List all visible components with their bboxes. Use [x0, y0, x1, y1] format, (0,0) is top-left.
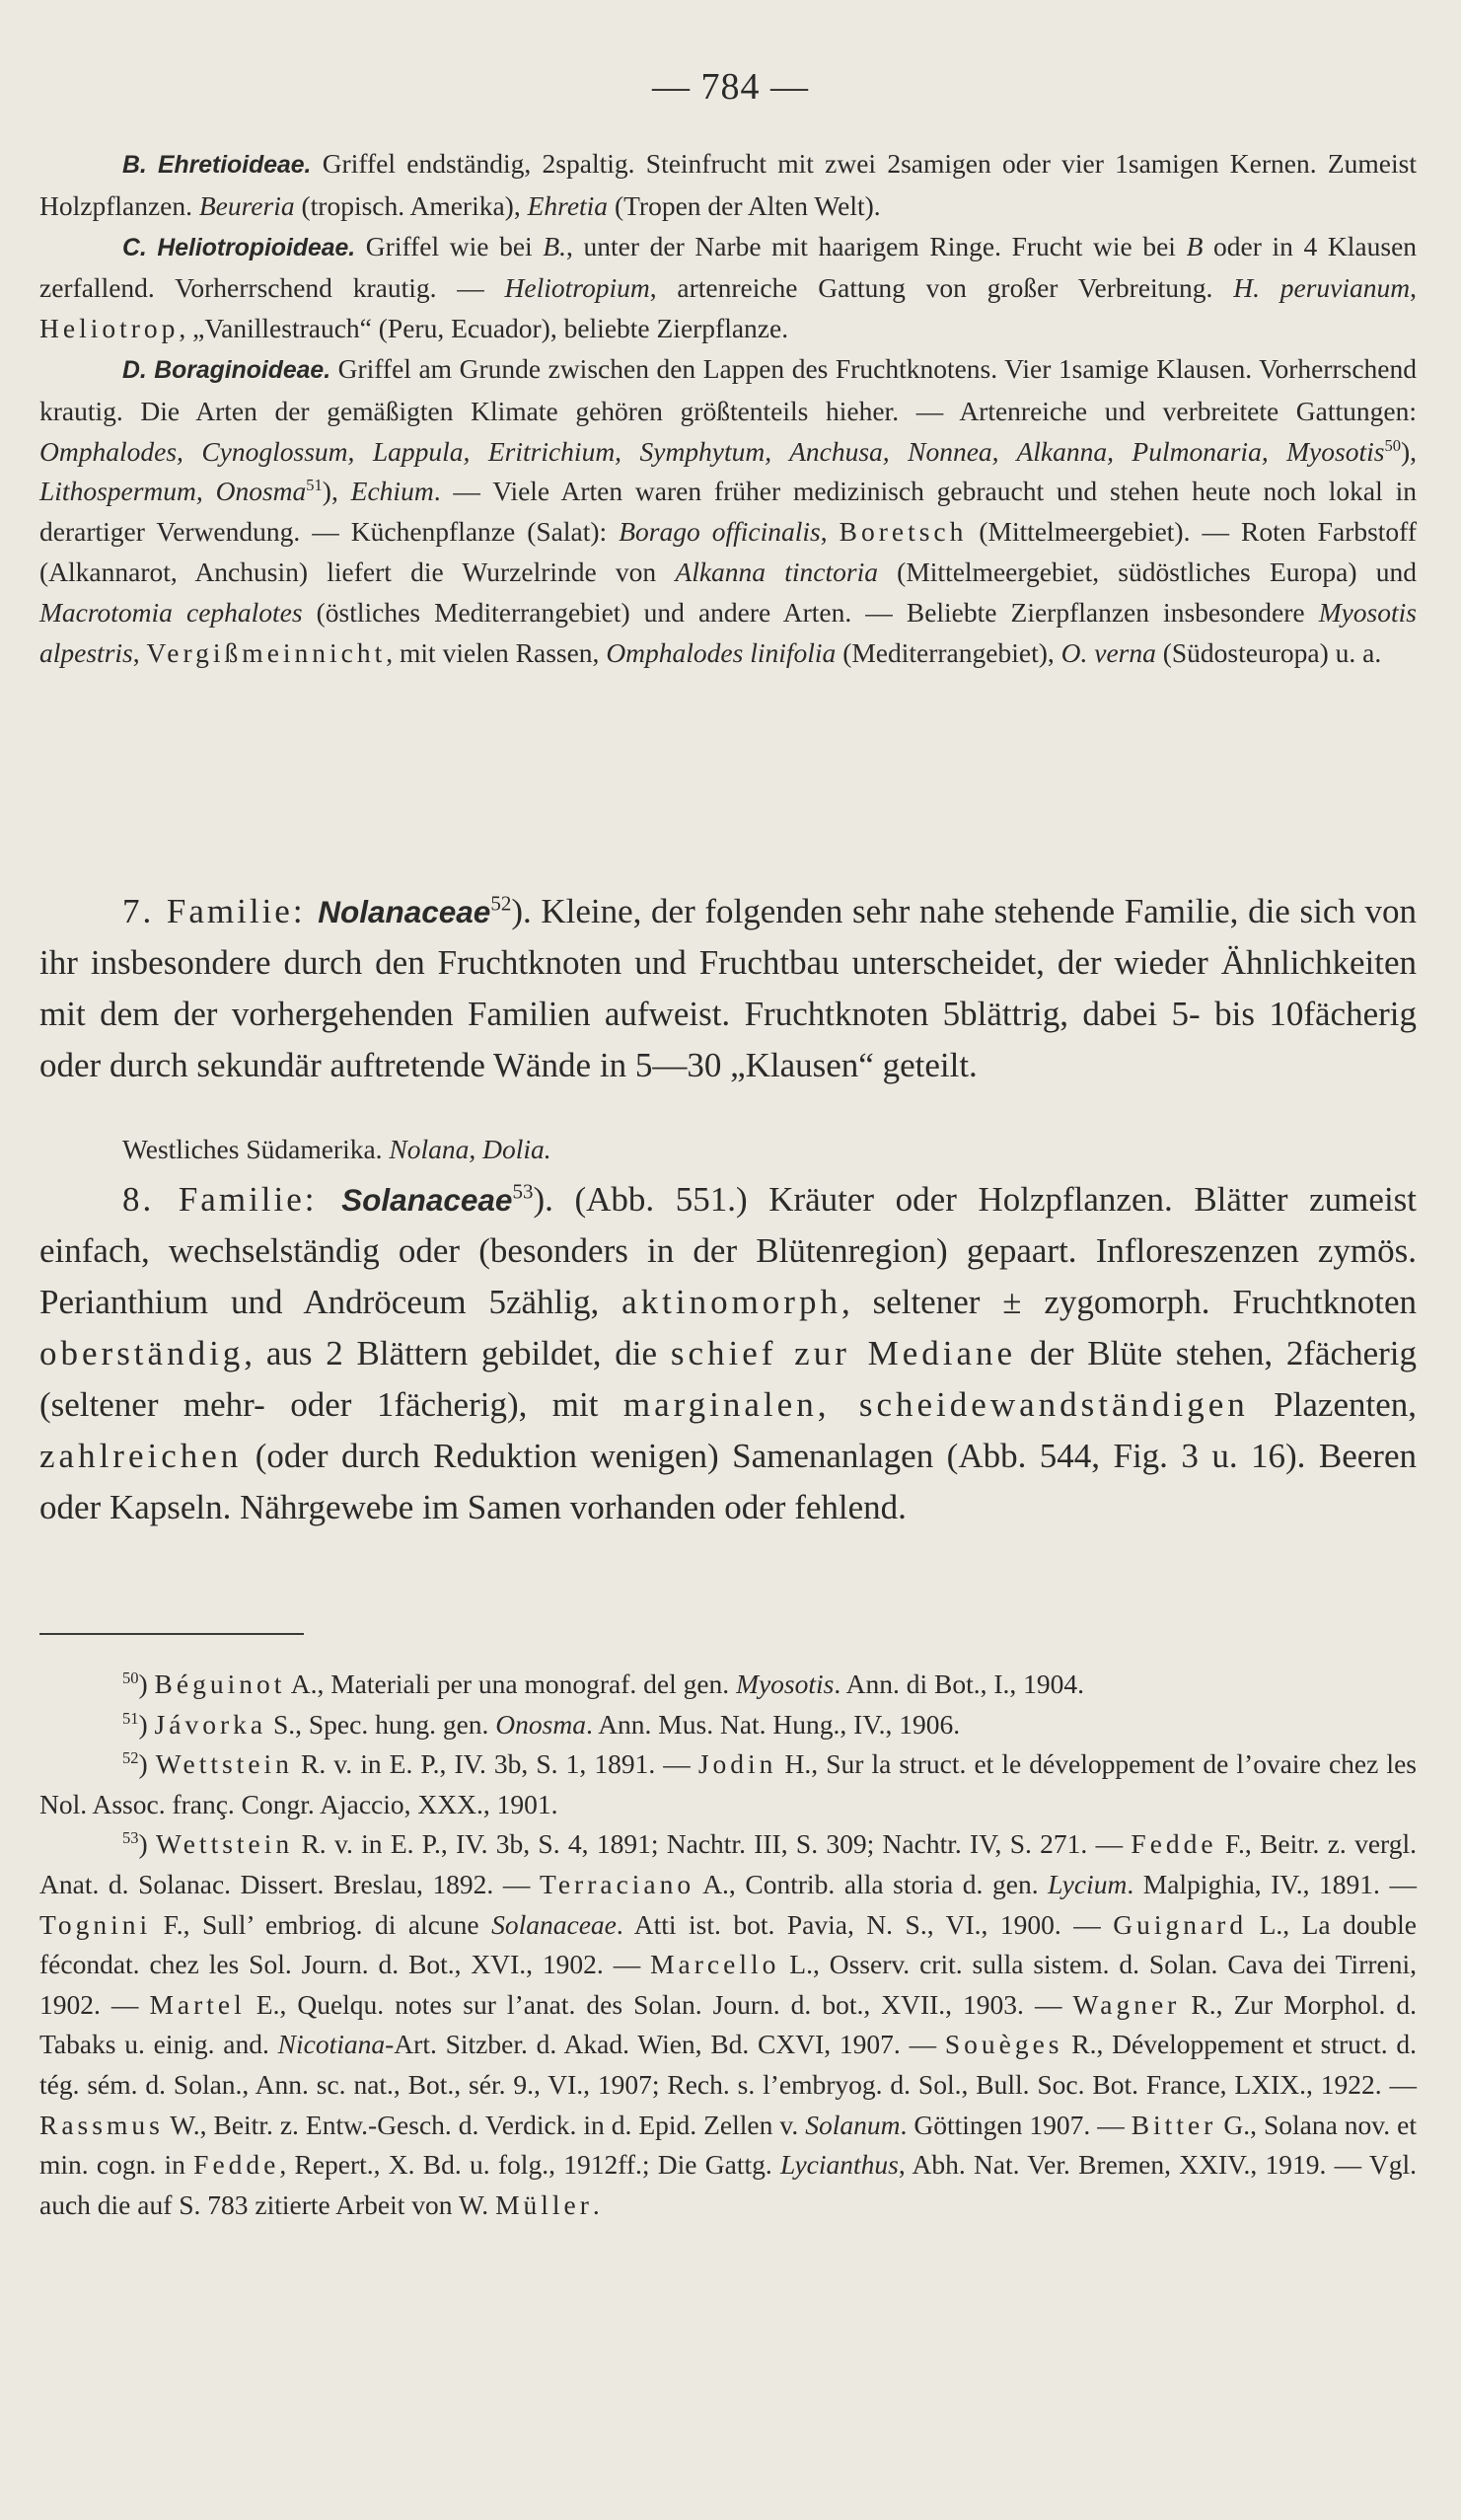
footnote-divider — [39, 1633, 304, 1635]
heading-nolanaceae: Nolanaceae — [318, 894, 491, 929]
paragraph-heliotropioideae: C. Heliotropioideae. Griffel wie bei B., unter der Narbe mit haarigem Ringe. Frucht wie bei B oder in 4 Klausen zerfallend. Vorherrschend krautig. — Heliotropium, artenreiche Gattung von großer Verbreitung. H. peruvianum, Heliotrop, „Vanillestrauch“ (Peru, Ecuador), beliebte Zierpflanze. — [39, 230, 1418, 344]
footnote-50: $^{50}$) Béguinot A., Materiali per una monograf. del gen. Myosotis. Ann. di Bot., I., 1904. — [122, 1668, 1084, 1699]
footnote-51: $^{51}$) Jávorka S., Spec. hung. gen. Onosma. Ann. Mus. Nat. Hung., IV., 1906. — [122, 1708, 961, 1740]
paragraph-solanaceae: 8. Familie: Solanaceae$^{53}$). (Abb. 551.) Kräuter oder Holzpflanzen. Blätter zumeist einfach, wechselständig oder (besonders in der Blütenregion) gepaart. Infloreszenzen zymös. Perianthium und Andröceum 5zählig, aktinomorph, seltener ± zygomorph. Fruchtknoten oberständig, aus 2 Blättern gebildet, die schief zur Mediane der Blüte stehen, 2fächerig (seltener mehr- oder 1fächerig), mit marginalen, scheidewandständigen Plazenten, zahlreichen (oder durch Reduktion wenigen) Samenanlagen (Abb. 544, Fig. 3 u. 16). Beeren oder Kapseln. Nährgewebe im Samen vorhanden oder fehlend. — [39, 1179, 1418, 1526]
distribution-nolanaceae: Westliches Südamerika. Nolana, Dolia. — [122, 1134, 551, 1164]
paragraph-nolanaceae: 7. Familie: Nolanaceae$^{52}$). Kleine, der folgenden sehr nahe stehende Familie, die sich von ihr insbesondere durch den Fruchtknoten und Fruchtbau unterscheidet, der wieder Ähnlichkeiten mit dem der vorhergehenden Familien aufweist. Fruchtknoten 5blättrig, dabei 5- bis 10fächerig oder durch sekundär auftretende Wände in 5—30 „Klausen“ geteilt. — [39, 891, 1417, 1084]
heading-ehretioideae: B. Ehretioideae. — [122, 152, 312, 179]
paragraph-ehretioideae: B. Ehretioideae. Griffel endständig, 2spaltig. Steinfrucht mit zwei 2samigen oder vier 1samigen Kernen. Zumeist Holzpflanzen. Beureria (tropisch. Amerika), Ehretia (Tropen der Alten Welt). — [39, 148, 1417, 221]
paragraph-boraginoideae: D. Boraginoideae. Griffel am Grunde zwischen den Lappen des Fruchtknotens. Vier 1samige Klausen. Vorherrschend krautig. Die Arten der gemäßigten Klimate gehören größtenteils hieher. — Artenreiche und verbreitete Gattungen: Omphalodes, Cynoglossum, Lappula, Eritrichium, Symphytum, Anchusa, Nonnea, Alkanna, Pulmonaria, Myosotis$^{50}$), Lithospermum, Onosma$^{51}$), Echium. — Viele Arten waren früher medizinisch gebraucht und stehen heute noch lokal in derartiger Verwendung. — Küchenpflanze (Salat): Borago officinalis, Boretsch (Mittelmeergebiet). — Roten Farbstoff (Alkannarot, Anchusin) liefert die Wurzelrinde von Alkanna tinctoria (Mittelmeergebiet, südöstliches Europa) und Macrotomia cephalotes (östliches Mediterrangebiet) und andere Arten. — Beliebte Zierpflanzen insbesondere Myosotis alpestris, Vergißmeinnicht, mit vielen Rassen, Omphalodes linifolia (Mediterrangebiet), O. verna (Südosteuropa) u. a. — [39, 352, 1418, 668]
family-nolanaceae — [39, 886, 1417, 1091]
subfamily-section — [39, 144, 1417, 673]
footnote-52: $^{52}$) Wettstein R. v. in E. P., IV. 3b, S. 1, 1891. — Jodin H., Sur la struct. et le développement de l’ovaire chez les Nol. Assoc. franç. Congr. Ajaccio, XXX., 1901. — [39, 1748, 1417, 1819]
footnote-53: $^{53}$) Wettstein R. v. in E. P., IV. 3b, S. 4, 1891; Nachtr. III, S. 309; Nachtr. IV, S. 271. — Fedde F., Beitr. z. vergl. Anat. d. Solanac. Dissert. Breslau, 1892. — Terraciano A., Contrib. alla storia d. gen. Lycium. Malpighia, IV., 1891. — Tognini F., Sull’ embriog. di alcune Solanaceae. Atti ist. bot. Pavia, N. S., VI., 1900. — Guignard L., La double fécondat. chez les Sol. Journ. d. Bot., XVI., 1902. — Marcello L., Osserv. crit. sulla sistem. d. Solan. Cava dei Tirreni, 1902. — Martel E., Quelqu. notes sur l’anat. des Solan. Journ. d. bot., XVII., 1903. — Wagner R., Zur Morphol. d. Tabaks u. einig. and. Nicotiana-Art. Sitzber. d. Akad. Wien, Bd. CXVI, 1907. — Souèges R., Développement et struct. d. tég. sém. d. Solan., Ann. sc. nat., Bot., sér. 9., VI., 1907; Rech. s. l’embryog. d. Sol., Bull. Soc. Bot. France, LXIX., 1922. — Rassmus W., Beitr. z. Entw.-Gesch. d. Verdick. in d. Epid. Zellen v. Solanum. Göttingen 1907. — Bitter G., Solana nov. et min. cogn. in Fedde, Repert., X. Bd. u. folg., 1912ff.; Die Gattg. Lycianthus, Abh. Nat. Ver. Bremen, XXIV., 1919. — Vgl. auch die auf S. 783 zitierte Arbeit von W. Müller. — [39, 1828, 1418, 2220]
heading-heliotropioideae: C. Heliotropioideae. — [122, 234, 356, 261]
heading-solanaceae: Solanaceae — [341, 1182, 513, 1218]
heading-boraginoideae: D. Boraginoideae. — [122, 356, 331, 384]
footnotes — [39, 1665, 1417, 2225]
page-number: — 784 — — [652, 66, 809, 108]
family-solanaceae — [39, 1174, 1417, 1533]
